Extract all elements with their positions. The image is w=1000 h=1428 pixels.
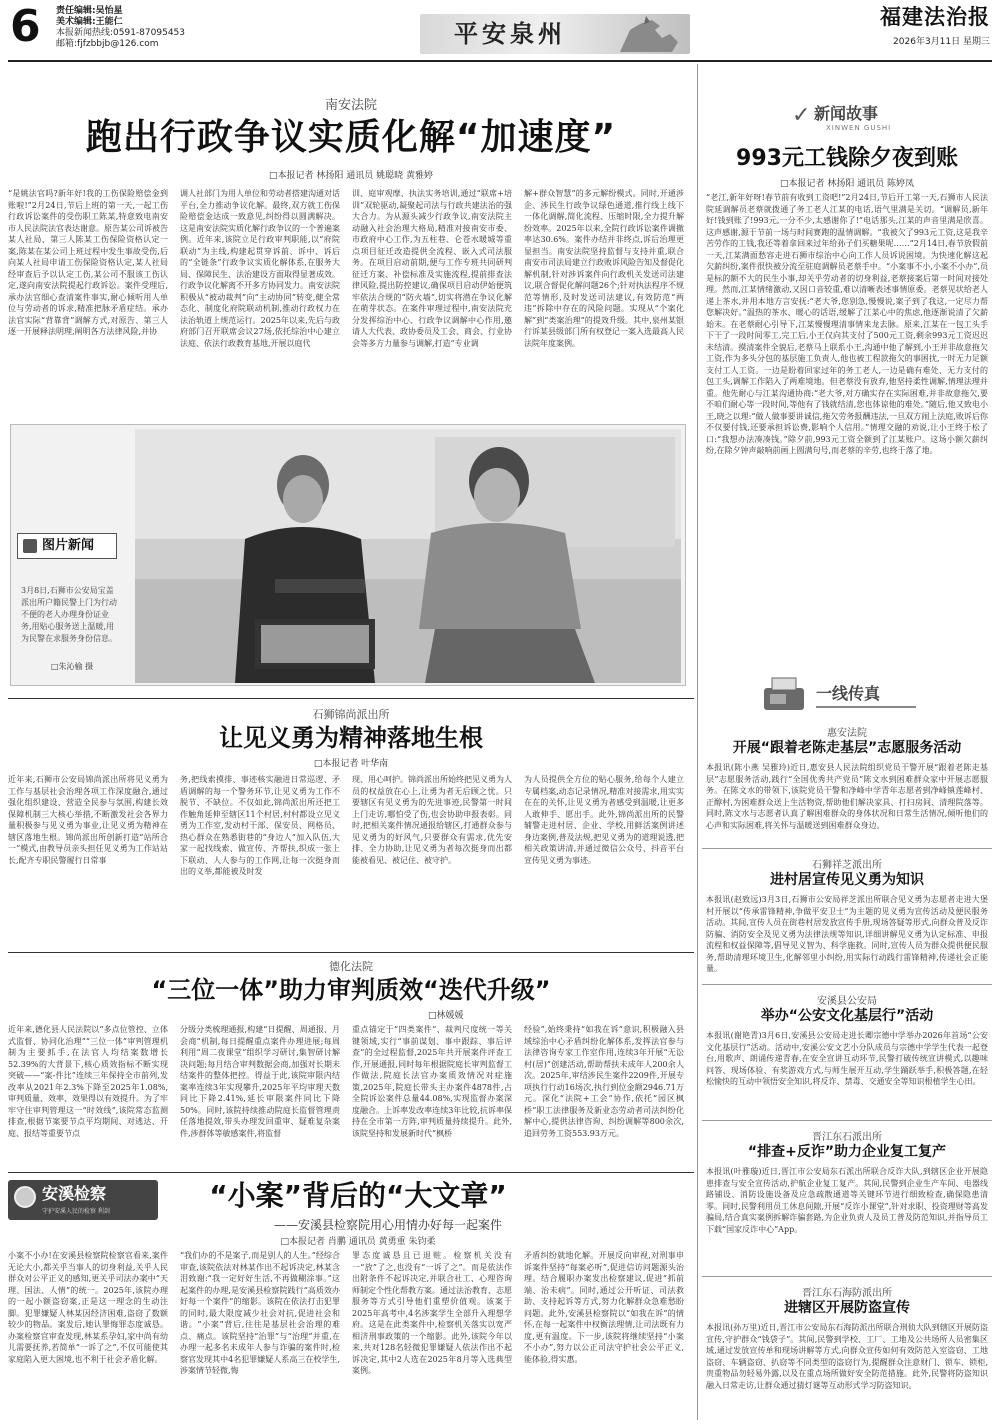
section-banner xyxy=(420,14,690,54)
photo-caption: 3月8日,石狮市公安局宝盖派出所户籍民警上门为行动不便的老人办理身份证业务,用贴心服务送上温暖,用为民警在求服务身份信息。 xyxy=(21,586,117,643)
news-story-label-text: 新闻故事 xyxy=(814,104,879,123)
story4-top-rule xyxy=(8,1172,694,1173)
story3-column-3: 重点锚定于“四类案件”、裁判尺度统一等关键领域,实行“事前谋划、事中跟踪、事后评查”的全过程监督,2025年共开展案件评查工作,开展通报,同时每年根据院庭长审判监督工作做法,院庭长法官办案质效情况对症施策,2025年,院庭长带头主办案件4878件,占全院诉讼案件总量44.08%,实现监督办案深度融合。上诉率发改率连续3年比较,抗诉率保持在全市第一方阵,审判质量持续提升。此外,该院坚持和发展新时代“枫桥 xyxy=(352,1025,512,1138)
brief5-headline: 进辖区开展防盗宣传 xyxy=(784,1300,910,1316)
brief3-headline: 举办“公安文化基层行”活动 xyxy=(760,1008,934,1024)
lead-byline: □本报记者 林扬阳 通讯员 姚聪晓 黄雅婷 xyxy=(269,171,433,181)
story4-column-1: 小案不小办!在安溪县检察院检察官看来,案件无论大小,都关乎当事人的切身利益,关乎人民群众对公平正义的感知,更关乎司法办案中“天理、国法、人情”的统一。2025年,该院办理的一起小额盗窃案,正是这一理念的生动注脚。犯罪嫌疑人林某因经济困难,盗窃了数额较少的物品。案发后,她认罪悔罪态度诚恳。办案检察官审查发现,林某系孕妇,家中尚有幼儿需要抚养,若简单“一诉了之”,不仅可能使其家庭陷入更大困境,也不利于社会矛盾化解。 xyxy=(8,1251,168,1364)
brief-divider-3 xyxy=(702,1120,992,1121)
anxi-badge-title: 安溪检察 xyxy=(42,1184,107,1203)
story3-top-rule xyxy=(8,952,694,953)
photo-police-serving-elder xyxy=(135,429,681,683)
lead-column-4: 解+群众智慧”的多元解纷模式。同时,开通涉企、涉民生行政争议绿色通道,推行线上线下一体化调解,简化流程、压缩时限,全力提升解纷效率。2025年以来,全院行政诉讼案件调撤率达30.6%。案件办结并非终点,诉后治理更显担当。南安法院坚持监督与支持并重,联合南安市司法局建立行政败诉风险告知及督促化解机制,针对涉诉案件向行政机关发送司法建议,联合督促化解问题26个;针对执法程序不规范等情形,及时发送司法建议,有效防范“两违”拆除中存在的风险问题。实现从“个案化解”到“类案治理”的提效升级。其中,泉州某银行诉某县级部门所有权登记一案入选最高人民法院年度案例。 xyxy=(524,189,684,348)
anxi-badge xyxy=(8,1180,158,1220)
story3-headline: “三位一体”助力审判质效“迭代升级” xyxy=(151,976,551,1004)
contact-email: 邮箱:fjfzbbjb@126.com xyxy=(56,39,159,49)
story4-headline: “小案”背后的“大文章” xyxy=(209,1179,507,1212)
story4-column-4: 矛盾纠纷就地化解。开展反向审视,对刑事申诉案件坚持“每案必听”,促进信访问题源头治理。结合履职办案发出检察建议,促进“抓前端、治未病”。同时,通过公开听证、司法救助、支持起诉等方式,努力化解群众急难愁盼问题。此外,安溪县检察院以“如我在诉”的情怀,在每一起案件中权衡法理情,让司法既有力度,更有温度。下一步,该院将继续坚持“小案不小办”,努力以公正司法守护社会公平正义,能体验,得实惠。 xyxy=(524,1251,684,1364)
section-title: 平安泉州 xyxy=(454,19,566,48)
story3-column-2: 分级分类梳理通报,构建“日提醒、周通报、月会商”机制,每日提醒重点案件办理进展;每周利用“周二夜课堂”组织学习研讨,集智研讨解决问题;每月结合审判数据会商,加强对长期未结案件的整体把控。得益于此,该院审限内结案率连续3年实现攀升,2025年平均审理天数同比下降2.41%,延长审限案件同比下降50%。同时,该院持续推动院庭长监督管理责任落地提效,带头办理发回重审、疑难复杂案件,涉群体等敏感案件,将监督 xyxy=(180,1025,340,1138)
story2-column-4: 为人员提供全方位的贴心服务,给每个人建立专属档案,动态记录情况,精准对接需求,用实实在在的关怀,让见义勇为者感受到温暖,让更多人敢伸手、愿出手。此外,锦尚派出所的民警辅警走进村居、企业、学校,用鲜活案例讲述身边案例,普及法规,把见义勇为的道理说透,把相关政策讲清,并通过微信公众号、抖音平台宣传见义勇为事迹。 xyxy=(524,775,684,865)
story3-byline: □林媛媛 xyxy=(428,1011,464,1021)
story2-headline: 让见义勇为精神落地生根 xyxy=(219,724,483,752)
story4-column-2: “我们办的不是案子,而是别人的人生。”经综合审查,该院依法对林某作出不起诉决定,林某含泪致谢:“我一定好好生活,不再做糊涂事。”这起案件的办理,是安溪县检察院践行“高质效办好每一个案件”的缩影。该院在依法打击犯罪的同时,最大限度减少社会对抗,促进社会和谐。“小案”背后,往往是基层社会治理的难点、痛点。该院坚持“治罪”与“治理”并重,在办理一起多名未成年人参与诈骗的案件时,检察官发现其中4名犯罪嫌疑人系高三在校学生,涉案情节轻微,悔 xyxy=(180,1251,340,1375)
story-jianyiyongwei xyxy=(8,698,694,950)
news-story-label-pinyin: XINWEN GUSHI xyxy=(826,124,892,132)
brief3-kicker: 安溪县公安局 xyxy=(817,996,877,1007)
brief1-kicker: 惠安法院 xyxy=(827,728,867,739)
brief2-kicker: 石狮祥芝派出所 xyxy=(812,860,882,871)
brief-divider-4 xyxy=(702,1276,992,1277)
lead-column-1: “是姚法官吗?新年好!我的工伤保险赔偿金到账啦!”2月24日,节后上班的第一天,一起工伤行政诉讼案件的受伤职工陈某,特意致电南安市人民法院法官表达谢意。原告某公司诉被告某人社局、第三人陈某工伤保险资格认定一案,陈某在某公司上班过程中发生事故受伤,后向某人社局申请工伤保险资格认定,某人社局经审查后予以认定工伤,某公司不服该工伤认定,遂向南安法院提起行政诉讼。案件受理后,承办法官细心查清案件事实,耐心倾听用人单位与劳动者的诉求,精准把脉矛盾症结。承办法官实际“背靠背”调解方式,对原告、第三人逐一开展释法明理,阐明各方法律风险,并协 xyxy=(8,189,168,336)
brief5-text: 本报讯(孙万里)近日,晋江市公安局东石海防派出所联合刑侦大队到辖区开展防盗宣传,守护群众“钱袋子”。其间,民警到学校、工厂、工地及公共场所人员密集区域,通过发放宣传单和现场讲解等方式,向群众宣传如何有效防范入室盗窃、工地盗窃、车辆盗窃、扒窃等不同类型的盗窃行为,提醒群众注意财门、锁车、锁柜,贵重物品勿轻易外露,以及在重点场所做好安全防范措施。此外,民警将防盗知识融入日常走访,让群众通过猜灯谜等互动形式学习防盗知识。 xyxy=(706,1323,988,1390)
brief2-headline: 进村居宣传见义勇为知识 xyxy=(770,872,924,888)
story2-column-2: 务,把线索摸排、事迹核实融进日常巡逻、矛盾调解的每一个警务环节,让见义勇为工作不脱节、不缺位。不仅如此,锦尚派出所还把工作触角延伸至辖区11个村居,村村都设立见义勇为工作室,发动村干部、保安员、网格员、热心群众在熟悉街巷的“身边人”加入队伍,大家一起找线索、做宣传、齐帮扶,织成一张上下联动、人人参与的工作网,让每一次挺身而出的义举,都能被及时发 xyxy=(180,775,340,876)
frontline-label-rule xyxy=(816,706,916,708)
story3-column-1: 近年来,德化县人民法院以“多点位管控、立体式监督、协同化治理”“三位一体”审判管理机制为主要抓手,在法官人均结案数增长52.39%的大背景下,核心质效指标不断实现突破——“案-件比”连续三年保持全市前列,发改率从2021年2.3%下降至2025年1.08%,审判质量、效率、效果得以有效提升。为了牢牢守住审判管理这一“时效线”,该院常态监测排查,根据节案要节点平均期间、对逃达、开庭、报结等重要节点 xyxy=(8,1025,168,1138)
frontline-label: 一线传真 xyxy=(816,684,881,703)
brief1-headline: 开展“跟着老陈走基层”志愿服务活动 xyxy=(732,740,962,756)
masthead xyxy=(0,0,1000,62)
page-number: 6 xyxy=(10,1,41,52)
brief-anxi-police xyxy=(702,988,992,1118)
editor-name: 责任编辑:吴怡星 xyxy=(56,6,123,16)
lead-column-2: 调人社部门为用人单位和劳动者搭建沟通对话平台,全力推动争议化解。最终,双方就工伤保险赔偿金达成一致意见,纠纷得以圆满解决。这是南安法院实质化解行政争议的一个普遍案例。近年来,该院立足行政审判职能,以“府院联动”为主线,构建起贯穿诉前、诉中、诉后的“全链条”行政争议实质化解体系,在服务大局、保障民生、法治建设方面取得显著成效。行政争议化解离不开多方协同发力。南安法院积极从“被动裁判”向“主动协同”转变,健全常态化、制度化府院联动机制,推动行政权力在法治轨道上规范运行。2025年以来,先后与政府部门召开联席会议27场,依托综治中心建立法庭、依法行政教育基地,开展以庭代 xyxy=(180,189,340,348)
story-dehua-court xyxy=(8,952,694,1170)
side-lead-headline: 993元工钱除夕夜到账 xyxy=(736,146,958,171)
brief4-text: 本报讯(叶雅璇)近日,晋江市公安局东石派出所联合反诈大队,到辖区企业开展隐患排查与安全宣传活动,护航企业复工复产。其间,民警到企业生产车间、电器线路铺设、消防设施设备及应急疏散通道等关键环节进行细致检查,确保隐患清零。同时,民警利用员工休息间隙,开展“反诈小课堂”,针对求职、投资理财等高发骗局,结合真实案例拆解诈骗套路,为企业负责人及员工普及防范知识,并指导员工下载“国家反诈中心”App。 xyxy=(706,1167,988,1234)
news-story-label xyxy=(792,102,912,136)
brief-divider-1 xyxy=(702,848,992,849)
anxi-badge-subtitle: 守护安溪人民的检察 利剑 xyxy=(42,1208,110,1215)
sidebar xyxy=(702,64,992,1424)
art-editor-name: 美术编辑:王能仁 xyxy=(56,17,123,27)
story4-column-3: 罪态度诚恳且已退赃。检察机关没有一“放”了之,也没有“一诉了之”。而是依法作出附条件不起诉决定,并联合社工、心理咨询师制定个性化帮教方案。通过法治教育、志愿服务等方式引导他们重塑价值观。该案于2025年高考中,4名涉案学生全部升入理想学府。这是在此类案件中,检察机关落实以宽严相济刑事政策的一个缩影。此外,该院今年以来,共对128名轻微犯罪嫌疑人依法作出不起诉决定,其中2人选在2025年8月等入选典型案例。 xyxy=(352,1251,512,1375)
masthead-divider xyxy=(8,60,992,62)
story3-column-4: 经验”,始终秉持“如我在诉”意识,积极融入县域综治中心矛盾纠纷化解体系,发挥法官参与法律咨询专家工作室作用,连续3年开展“无讼村(居)”创建活动,帮助帮扶未成年人200余人次。2025年,审结涉民生案件2209件,开展专项执行行动16场次,执行到位金额2946.71万元。深化“法院+工会”协作,依托“园区枫桥”职工法律服务及新业态劳动者司法纠纷化解中心,提供法律咨询、纠纷调解等800余次,追回劳务工资553.93万元。 xyxy=(524,1025,684,1138)
story2-top-rule xyxy=(8,698,694,699)
brief-huian-court xyxy=(702,720,992,846)
horse-statue-icon xyxy=(600,14,690,54)
camera-icon xyxy=(23,539,37,553)
photo-news-box xyxy=(10,424,686,686)
issue-date: 2026年3月11日 星期三 xyxy=(893,37,990,47)
story2-column-3: 现、用心呵护。锦尚派出所始终把见义勇为人员的权益放在心上,让勇为者无后顾之忧。只要辖区有见义勇为的先进事迹,民警第一时间上门走访,哪怕受了伤,也会协助申报表彰。同时,把相关案件情况通报给辖区,打通群众参与见义勇为的好风气,只要群众有需求,优先安排、全力协助,让见义勇为者每次挺身而出都能被看见、被记住、被守护。 xyxy=(352,775,512,865)
news-hotline: 本报新闻热线:0591-87095453 xyxy=(56,28,185,38)
story2-column-1: 近年来,石狮市公安局锦尚派出所将见义勇为工作与基层社会治理各项工作深度融合,通过强化组织建设、营造全民参与氛围,构建长效保障机制三大核心举措,不断激发社会各界力量积极参与见义勇为事业,让见义勇为精神在辖区落地生根。锦尚派出所创新打造“站所合一”模式,由教导员亲头担任见义勇为工作站站长,配齐专职民警履行日常事 xyxy=(8,775,168,865)
brief2-text: 本报讯(赵致远)3月3日,石狮市公安局祥芝派出所联合见义勇为志愿者走进大堡村开展以“传承雷锋精神,争做平安卫士”为主题的见义勇为宣传活动及便民服务活动。其间,宣传人员在街巷村居发放宣传手册,现场答疑等形式,向群众普及反诈防骗、消防安全及见义勇为法律法规等知识,详细讲解见义勇为认定标准、申报流程和权益保障等,倡导见义智为、科学施救。同时,宣传人员为群众提供便民服务,帮助清理环境卫生,化解邻里小纠纷,用实际行动践行雷锋精神,传递社会正能量。 xyxy=(706,895,988,973)
brief-jinjiang-dongshi xyxy=(702,1124,992,1274)
side-lead-byline: □本报记者 林扬阳 通讯员 陈婷凤 xyxy=(779,179,915,189)
story4-subhead: ——安溪县检察院用心用情办好每一起案件 xyxy=(273,1218,502,1232)
frontline-section-header xyxy=(762,674,942,714)
brief-shishi-xiangzhi xyxy=(702,852,992,982)
story-anxi-procuratorate xyxy=(8,1172,694,1422)
photo-news-label-box xyxy=(17,533,117,559)
brief-jinjiang-haifang xyxy=(702,1280,992,1422)
paper-name-logo: 福建法治报 xyxy=(880,4,990,29)
story2-kicker: 石狮锦尚派出所 xyxy=(312,708,390,721)
story2-byline: □本报记者 叶华南 xyxy=(313,759,389,769)
editor-info xyxy=(56,6,185,50)
brief4-kicker: 晋江东石派出所 xyxy=(812,1132,882,1143)
lead-column-3: 训、庭审观摩、执法实务培训,通过“联席+培训”双轮驱动,凝聚起司法与行政共建法治的强大合力。为从源头减少行政争议,南安法院主动融入社会治理大格局,精准对接南安市委、市政府中心工作,为五柱巷、仑苍水暖城等重点项目征迁改造提供全流程、嵌入式司法服务。在项目启动前期,便与工作专班共同研判征迁方案、补偿标准及实施流程,提前排查法律风险,提出防控建议,确保项目启动伊始便筑牢依法合规的“防火墙”,切实将潜在争议化解在萌芽状态。在案件审理过程中,南安法院充分发挥综治中心、行政争议调解中心作用,邀请人大代表、政协委员及工会、商会、行业协会等多方力量参与调解,打造“专业调 xyxy=(352,189,512,348)
check-mark-icon: ✓ xyxy=(792,103,811,128)
brief-divider-2 xyxy=(702,984,992,985)
column-divider xyxy=(697,64,698,1420)
story4-byline: □本报记者 肖鹏 通讯员 黄勇重 朱钧柔 xyxy=(280,1237,436,1247)
lead-kicker: 南安法院 xyxy=(324,98,377,113)
story3-kicker: 德化法院 xyxy=(329,960,373,973)
brief3-text: 本报讯(谢艳青)3月6日,安溪县公安局走进长卿宗德中学举办2026年首场“公安文化基层行”活动。活动中,安溪公安文艺小分队成员与宗德中学学生代表一起登台,用歌声、朗诵传递青春,在安全宣讲互动环节,民警打破传统宣讲模式,以趣味问答、现场体验、有奖游戏方式,与师生展开互动,学生踊跃举手,积极答题,在轻松愉快的互动中领悟安全知识,将反诈、禁毒、交通安全等知识根植学生心田。 xyxy=(706,1031,988,1086)
photo-news-label: 图片新闻 xyxy=(42,538,95,553)
brief4-headline: “排查+反诈”助力企业复工复产 xyxy=(747,1144,947,1160)
brief5-kicker: 晋江东石海防派出所 xyxy=(802,1288,892,1299)
procuratorate-emblem-icon xyxy=(14,1186,36,1208)
lead-story xyxy=(8,64,694,696)
fax-machine-icon xyxy=(762,676,806,712)
photo-credit: □朱沁榆 摄 xyxy=(51,662,94,671)
side-lead-text: “老江,新年好呀!春节前有收到工资吧!”2月24日,节后开工第一天,石狮市人民法院延调解员老蔡就拨通了务工老人江某的电话,语气里满是关切。“调解员,新年好!钱到账了!993元,一分不少,太感谢你了!”电话那头,江某的声音里满是欣喜。这声感谢,源于节前一场与时间赛跑的温情调解。“我被欠了993元工资,这是我辛苦劳作的工钱,我还等着拿回来过年给孙子们买糖果呢……”2月14日,春节放假前一天,江某满面愁容走进石狮市综治中心向工作人员诉说困境。为快速化解这起欠薪纠纷,案件很快被分流至驻庭调解员老蔡手中。“小案事不小,小案不小办”,员是标的额不大的民生小事,却关乎劳动者的切身利益,老蔡接案后第一时间对接处理。然而,江某情绪激动,又因口音较重,难以清晰表述事情原委。老蔡见状给老人递上茶水,并用本地方言安抚:“老大爷,您别急,慢慢说,案子到了我这,一定尽力帮您解决好。”温热的茶水、暖心的话语,缓解了江某心中的焦虑,他逐渐说清了欠薪始末。在老蔡耐心引导下,江某慢慢理清事情来龙去脉。原来,江某在一包工头手下干了一段时间零工,完工后,小王仅向其支付了500元工资,剩余993元工资迟迟未结清。摸清案件全貌后,老蔡马上联系小王,沟通中他了解到,小王并非故意拖欠工资,作为多头分包的基层施工负责人,他也被工程款拖欠的事困扰,一时无力足额支付工人工资。一边是盼着回家过年的务工老人,一边是确有难处、无力支付的包工头,调解工作陷入了两难境地。但老蔡没有放弃,他坚持柔性调解,情理法理并重。他先耐心与江某沟通协商:“老大爷,对方确实存在实际困难,并非故意拖欠,要不咱们耐心等一段时间,等他有了钱就结清,您也体谅他的难处。”随后,他又致电小王,晓之以理:“做人做事要讲诚信,拖欠劳务报酬违法,一旦双方闹上法庭,败诉后你不仅要付钱,还要承担诉讼费,影响个人信用。”情理交融的劝说,让小王终于松了口:“我想办法凑凑钱。”除夕前,993元工资全额到了江某账户。这场小额欠薪纠纷,在除夕钟声敲响前画上圆满句号,而老蔡的辛劳,也终于落了地。 xyxy=(706,193,988,455)
lead-headline: 跑出行政争议实质化解“加速度” xyxy=(85,117,617,158)
brief1-text: 本报讯(陈小燕 吴雅玲)近日,惠安县人民法院组织党员干警开展“跟着老陈走基层”志愿服务活动,践行“全国优秀共产党员”陈文水到困难群众家中开展志愿服务。在陈文水的带领下,该院党员干警和净峰中学青年志愿者到净峰镇莲峰村、正醇村,为困难群众送上生活物资,帮助他们解决家具、打扫房间、清理院落等。同时,陈文水与志愿者认真了解困难群众的身体状况和日常生活情况,倾听他们的心声和实际困难,将关怀与温暖送到困难群众身边。 xyxy=(706,763,988,830)
